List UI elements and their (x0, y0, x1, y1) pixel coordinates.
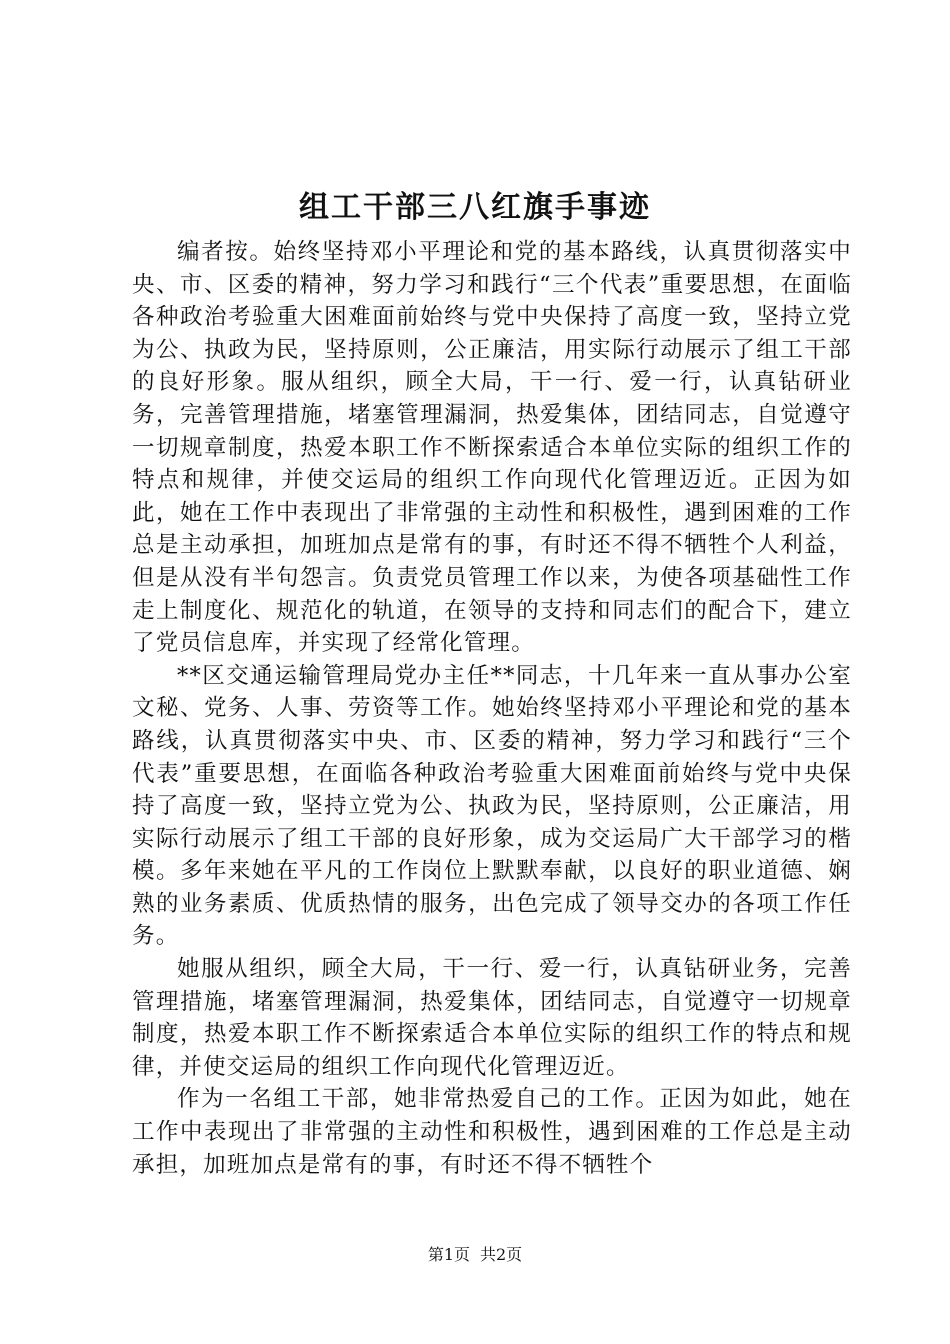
page-footer (0, 1244, 950, 1266)
paragraph-editor-note: 编者按。始终坚持邓小平理论和党的基本路线，认真贯彻落实中央、市、区委的精神，努力学习和践行“三个代表”重要思想，在面临各种政治考验重大困难面前始终与党中央保持了高度一致，坚持立党为公、执政为民，坚持原则，公正廉洁，用实际行动展示了组工干部的良好形象。服从组织，顾全大局，干一行、爱一行，认真钻研业务，完善管理措施，堵塞管理漏洞，热爱集体，团结同志，自觉遵守一切规章制度，热爱本职工作不断探索适合本单位实际的组织工作的特点和规律，并使交运局的组织工作向现代化管理迈近。正因为如此，她在工作中表现出了非常强的主动性和积极性，遇到困难的工作总是主动承担，加班加点是常有的事，有时还不得不牺牲个人利益，但是从没有半句怨言。负责党员管理工作以来，为使各项基础性工作走上制度化、规范化的轨道，在领导的支持和同志们的配合下，建立了党员信息库，并实现了经常化管理。 (132, 239, 852, 657)
paragraph-introduction: **区交通运输管理局党办主任**同志，十几年来一直从事办公室文秘、党务、人事、劳资等工作。她始终坚持邓小平理论和党的基本路线，认真贯彻落实中央、市、区委的精神，努力学习和践行“三个代表”重要思想，在面临各种政治考验重大困难面前始终与党中央保持了高度一致，坚持立党为公、执政为民，坚持原则，公正廉洁，用实际行动展示了组工干部的良好形象，成为交运局广大干部学习的楷模。多年来她在平凡的工作岗位上默默奉献，以良好的职业道德、娴熟的业务素质、优质热情的服务，出色完成了领导交办的各项工作任务。 (132, 662, 852, 950)
paragraph-work-attitude: 她服从组织，顾全大局，干一行、爱一行，认真钻研业务，完善管理措施，堵塞管理漏洞，热爱集体，团结同志，自觉遵守一切规章制度，热爱本职工作不断探索适合本单位实际的组织工作的特点和规律，并使交运局的组织工作向现代化管理迈近。 (132, 956, 852, 1080)
page-total: 共2页 (480, 1245, 523, 1264)
paragraph-dedication: 作为一名组工干部，她非常热爱自己的工作。正因为如此，她在工作中表现出了非常强的主动性和积极性，遇到困难的工作总是主动承担，加班加点是常有的事，有时还不得不牺牲个 (132, 1086, 852, 1178)
page-number: 第1页 (427, 1245, 470, 1264)
document-title: 组工干部三八红旗手事迹 (299, 190, 651, 225)
document-body (132, 236, 852, 1181)
